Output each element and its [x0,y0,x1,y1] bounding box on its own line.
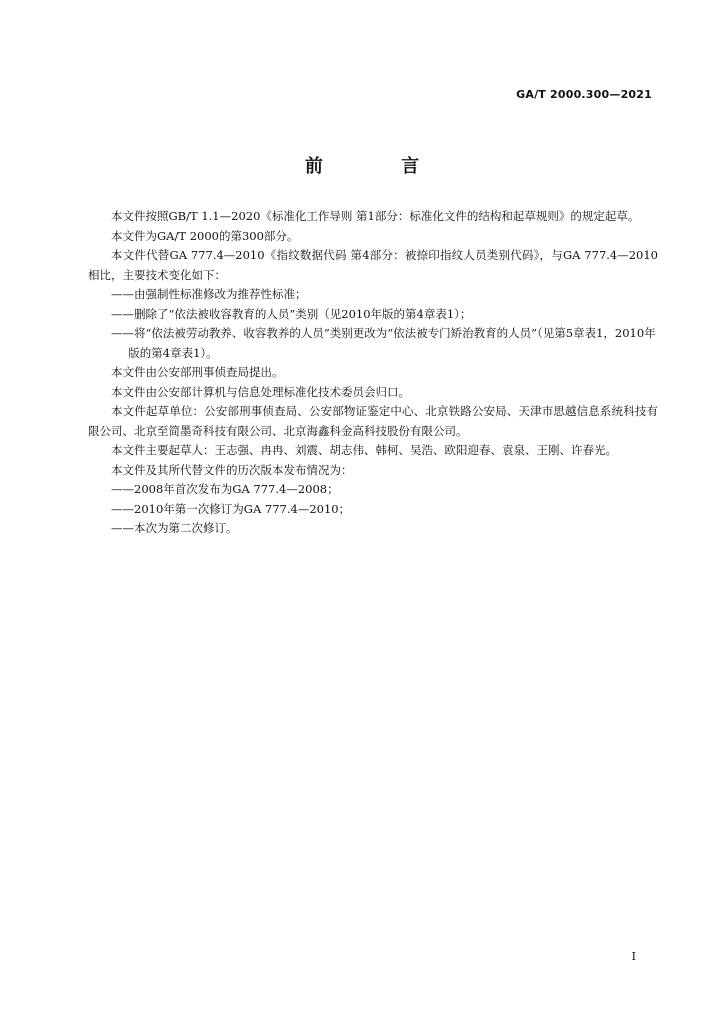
foreword-body [88,207,658,539]
history-item: ——本次为第二次修订。 [111,521,238,535]
paragraph-drafting-rules: 本文件按照GB/T 1.1—2020《标准化工作导则 第1部分：标准化文件的结构和起草规则》的规定起草。 [111,209,640,223]
paragraph-replaces: 本文件代替GA 777.4—2010《指纹数据代码 第4部分：被捺印指纹人员类别代码》，与GA 777.4—2010相比，主要技术变化如下： [88,248,658,282]
history-item: ——2010年第一次修订为GA 777.4—2010； [111,501,351,516]
paragraph-history-intro: 本文件及其所代替文件的历次版本发布情况为： [111,462,353,477]
paragraph-proposed-by: 本文件由公安部刑事侦查局提出。 [111,365,284,379]
history-item: ——2008年首次发布为GA 777.4—2008； [111,482,339,496]
paragraph-part-number: 本文件为GA/T 2000的第300部分。 [111,228,299,243]
change-item: ——由强制性标准修改为推荐性标准； [111,287,307,301]
paragraph-drafters: 本文件主要起草人：王志强、冉冉、刘震、胡志伟、韩柯、吴浩、欧阳迎春、袁泉、王刚、许春光。 [111,443,617,457]
page-title: 前 言 [304,156,456,177]
paragraph-drafting-units: 本文件起草单位：公安部刑事侦查局、公安部物证鉴定中心、北京铁路公安局、天津市思越信息系统科技有限公司、北京至简墨奇科技有限公司、北京海鑫科金高科技股份有限公司。 [88,404,658,438]
document-code: GA/T 2000.300—2021 [516,88,652,101]
paragraph-centralized-by: 本文件由公安部计算机与信息处理标准化技术委员会归口。 [111,384,410,399]
change-item: ——将“依法被劳动教养、收容教养的人员”类别更改为“依法被专门矫治教育的人员”（见第5章表1，2010年版的第4章表1）。 [111,326,656,360]
change-item: ——删除了“依法被收容教育的人员”类别（见2010年版的第4章表1）； [111,306,472,321]
page-number: I [631,950,636,963]
